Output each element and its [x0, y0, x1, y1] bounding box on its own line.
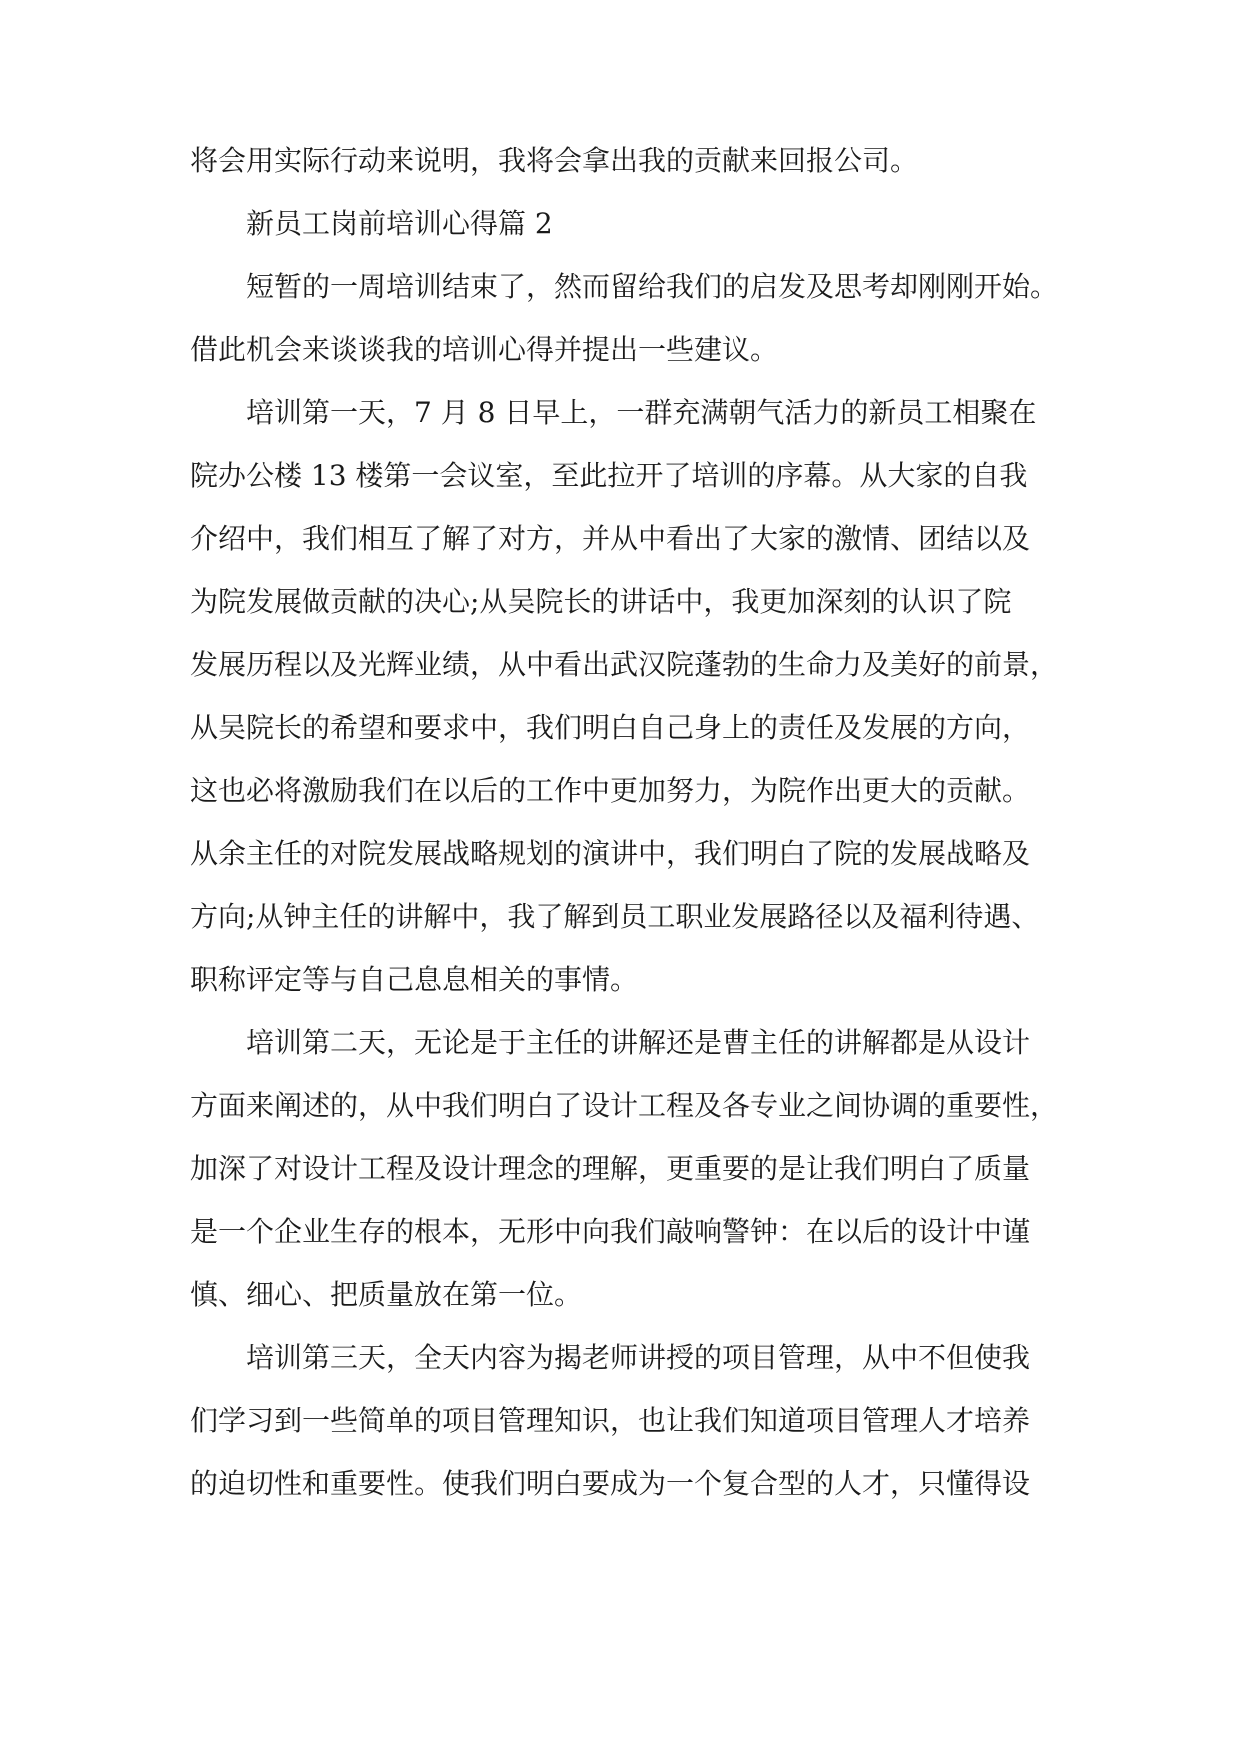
text-line: 从余主任的对院发展战略规划的演讲中，我们明白了院的发展战略及 [190, 837, 1031, 870]
text-line: 发展历程以及光辉业绩，从中看出武汉院蓬勃的生命力及美好的前景， [190, 648, 1059, 681]
text-line: 方向;从钟主任的讲解中，我了解到员工职业发展路径以及福利待遇、 [190, 900, 1040, 933]
text-line: 加深了对设计工程及设计理念的理解，更重要的是让我们明白了质量 [190, 1152, 1031, 1185]
text-line: 们学习到一些简单的项目管理知识，也让我们知道项目管理人才培养 [190, 1404, 1031, 1437]
section-heading: 新员工岗前培训心得篇 2 [246, 207, 553, 240]
text-line: 的迫切性和重要性。使我们明白要成为一个复合型的人才，只懂得设 [190, 1467, 1031, 1500]
text-line: 是一个企业生存的根本，无形中向我们敲响警钟：在以后的设计中谨 [190, 1215, 1031, 1248]
text-line: 院办公楼 13 楼第一会议室，至此拉开了培训的序幕。从大家的自我 [190, 459, 1028, 492]
text-line: 慎、细心、把质量放在第一位。 [190, 1278, 583, 1311]
text-line: 介绍中，我们相互了解了对方，并从中看出了大家的激情、团结以及 [190, 522, 1031, 555]
text-line: 培训第一天，7 月 8 日早上，一群充满朝气活力的新员工相聚在 [246, 396, 1037, 429]
text-line: 这也必将激励我们在以后的工作中更加努力，为院作出更大的贡献。 [190, 774, 1031, 807]
text-line: 短暂的一周培训结束了，然而留给我们的启发及思考却刚刚开始。 [246, 270, 1059, 303]
text-line: 方面来阐述的，从中我们明白了设计工程及各专业之间协调的重要性， [190, 1089, 1059, 1122]
text-line: 从吴院长的希望和要求中，我们明白自己身上的责任及发展的方向， [190, 711, 1031, 744]
text-line: 培训第三天，全天内容为揭老师讲授的项目管理，从中不但使我 [246, 1341, 1031, 1374]
text-line: 职称评定等与自己息息相关的事情。 [190, 963, 639, 996]
text-line: 将会用实际行动来说明，我将会拿出我的贡献来回报公司。 [190, 144, 919, 177]
text-line: 借此机会来谈谈我的培训心得并提出一些建议。 [190, 333, 779, 366]
text-line: 培训第二天，无论是于主任的讲解还是曹主任的讲解都是从设计 [246, 1026, 1031, 1059]
text-line: 为院发展做贡献的决心;从吴院长的讲话中，我更加深刻的认识了院 [190, 585, 1012, 618]
